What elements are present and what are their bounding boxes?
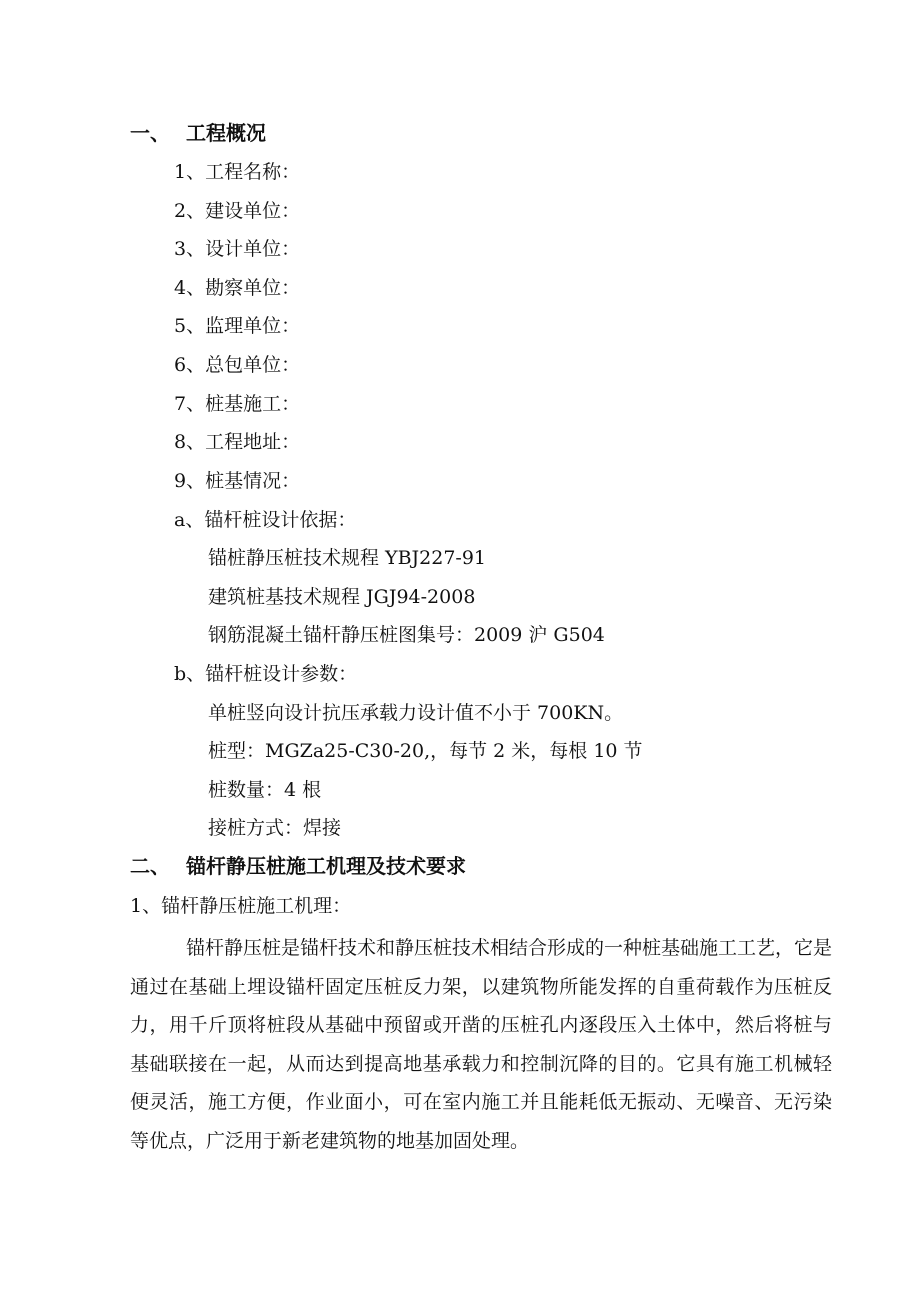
sub-b-line-2: 桩型：MGZa25-C30-20,，每节 2 米，每根 10 节 <box>208 740 643 762</box>
section-1-number: 一、 <box>130 121 170 145</box>
section-2-subheading: 1、锚杆静压桩施工机理： <box>130 895 352 917</box>
item-project-address: 8、工程地址： <box>174 431 301 453</box>
sub-b-label: b、锚杆桩设计参数： <box>174 663 358 685</box>
item-client: 2、建设单位： <box>174 200 301 222</box>
section-2-number: 二、 <box>130 854 170 878</box>
item-supervision-unit: 5、监理单位： <box>174 315 301 337</box>
section-1-title: 工程概况 <box>186 121 266 145</box>
section-1-heading <box>130 120 266 146</box>
sub-a-line-1: 锚桩静压桩技术规程 YBJ227-91 <box>208 547 487 569</box>
item-design-unit: 3、设计单位： <box>174 238 301 260</box>
sub-b-line-4: 接桩方式：焊接 <box>208 817 342 839</box>
section-2-title: 锚杆静压桩施工机理及技术要求 <box>186 854 466 878</box>
sub-b-line-3: 桩数量：4 根 <box>208 779 322 801</box>
item-project-name: 1、工程名称： <box>174 161 301 183</box>
section-2-heading <box>130 853 466 879</box>
mechanism-paragraph: 锚杆静压桩是锚杆技术和静压桩技术相结合形成的一种桩基础施工工艺，它是通过在基础上埋设锚杆固定压桩反力架，以建筑物所能发挥的自重荷载作为压桩反力，用千斤顶将桩段从基础中预留或开凿的压桩孔内逐段压入土体中，然后将桩与基础联接在一起，从而达到提高地基承载力和控制沉降的目的。它具有施工机械轻便灵活，施工方便，作业面小，可在室内施工并且能耗低无振动、无噪音、无污染等优点，广泛用于新老建筑物的地基加固处理。 <box>130 937 833 1152</box>
item-pile-status: 9、桩基情况： <box>174 470 301 492</box>
item-general-contractor: 6、总包单位： <box>174 354 301 376</box>
item-pile-construction: 7、桩基施工： <box>174 393 301 415</box>
sub-a-line-2: 建筑桩基技术规程 JGJ94-2008 <box>208 586 476 608</box>
item-survey-unit: 4、勘察单位： <box>174 277 301 299</box>
sub-a-label: a、锚杆桩设计依据： <box>174 509 357 531</box>
sub-b-line-1: 单桩竖向设计抗压承载力设计值不小于 700KN。 <box>208 702 624 724</box>
sub-a-line-3: 钢筋混凝土锚杆静压桩图集号：2009 沪 G504 <box>208 624 605 646</box>
